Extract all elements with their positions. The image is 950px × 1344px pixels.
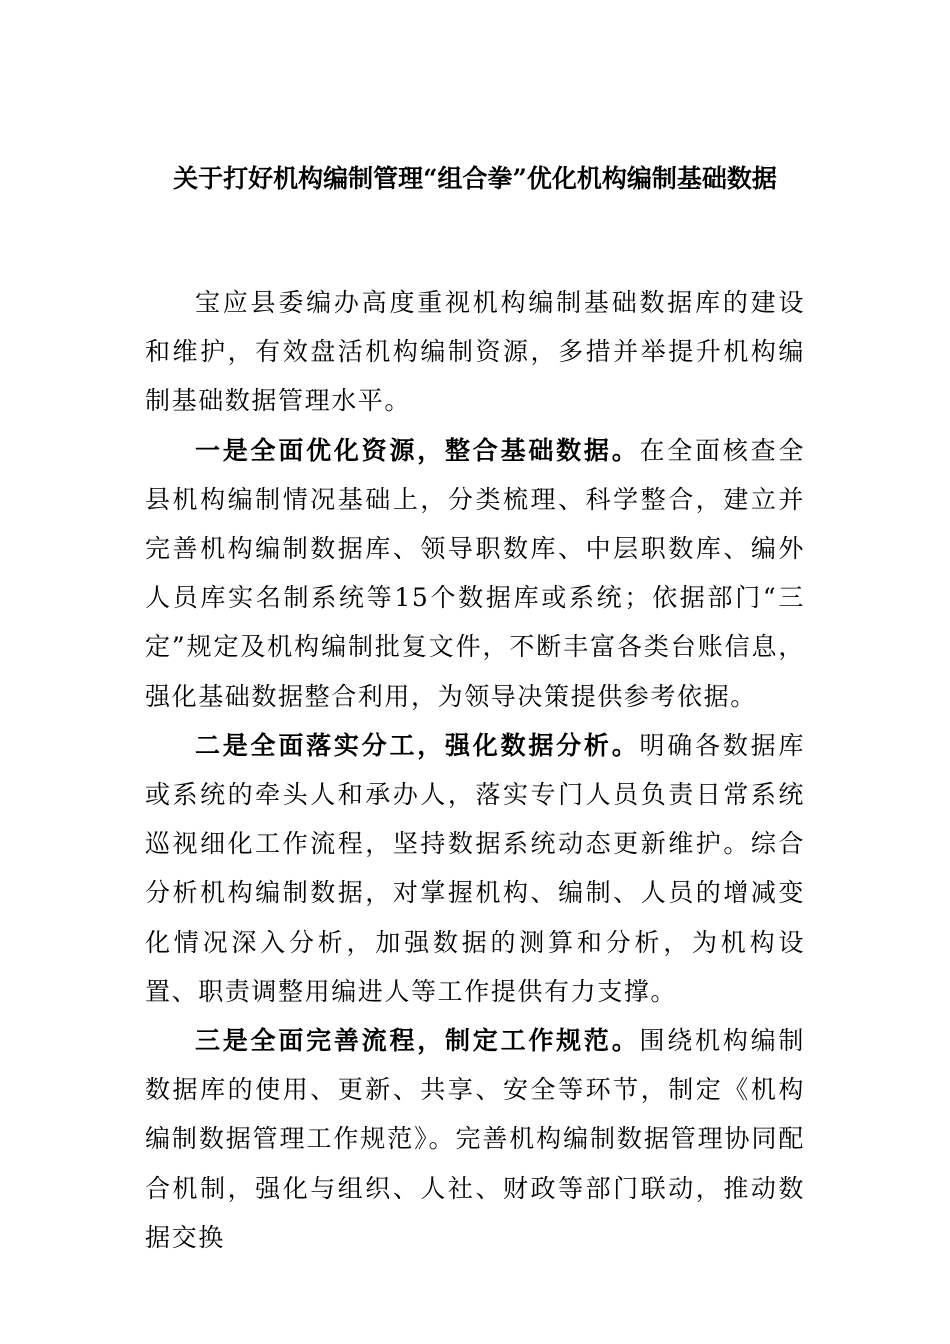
section-paragraph-1	[145, 426, 805, 721]
intro-paragraph: 宝应县委编办高度重视机构编制基础数据库的建设和维护，有效盘活机构编制资源，多措并举提升机构编制基础数据管理水平。	[145, 288, 805, 416]
section-text-2: 明确各数据库或系统的牵头人和承办人，落实专门人员负责日常系统巡视细化工作流程，坚持数据系统动态更新维护。综合分析机构编制数据，对掌握机构、编制、人员的增减变化情况深入分析，加强数据的测算和分析，为机构设置、职责调整用编进人等工作提供有力支撑。	[145, 730, 805, 1006]
section-lead-2: 二是全面落实分工，强化数据分析。	[195, 730, 640, 760]
document-title: 关于打好机构编制管理“组合拳”优化机构编制基础数据	[173, 164, 777, 193]
section-text-1: 在全面核查全县机构编制情况基础上，分类梳理、科学整合，建立并完善机构编制数据库、领导职数库、中层职数库、编外人员库实名制系统等15个数据库或系统；依据部门“三定”规定及机构编制批复文件，不断丰富各类台账信息，强化基础数据整合利用，为领导决策提供参考依据。	[145, 435, 805, 711]
section-lead-1: 一是全面优化资源，整合基础数据。	[195, 435, 640, 465]
section-lead-3: 三是全面完善流程，制定工作规范。	[195, 1026, 640, 1056]
document-body	[145, 278, 805, 1262]
section-paragraph-3	[145, 1016, 805, 1262]
section-paragraph-2	[145, 721, 805, 1016]
section-text-3: 围绕机构编制数据库的使用、更新、共享、安全等环节，制定《机构编制数据管理工作规范》。完善机构编制数据管理协同配合机制，强化与组织、人社、财政等部门联动，推动数据交换	[145, 1026, 805, 1252]
